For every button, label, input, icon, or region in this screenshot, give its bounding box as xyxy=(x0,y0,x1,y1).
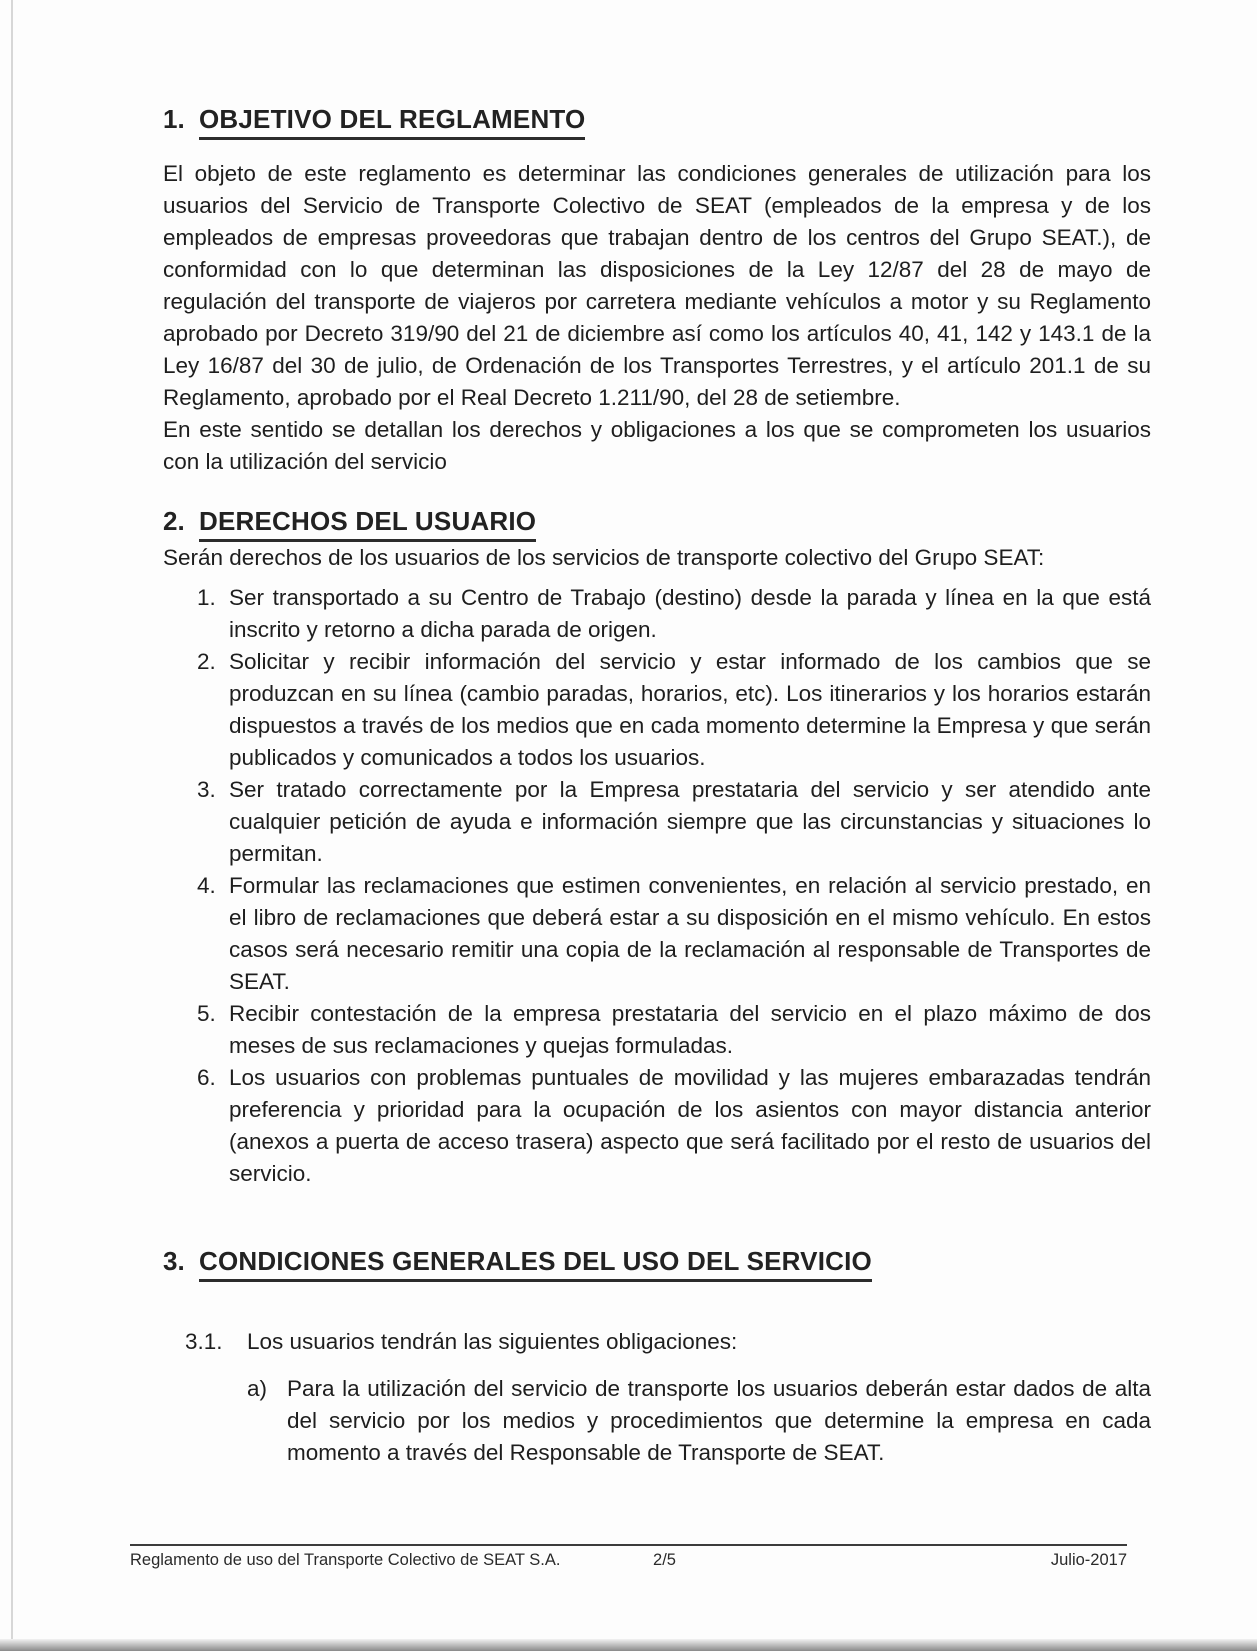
section-2-heading xyxy=(163,504,1151,542)
list-item-text: Ser transportado a su Centro de Trabajo (destino) desde la parada y línea en la que está inscrito y retorno a dicha parada de origen. xyxy=(229,585,1151,642)
subsection-3-1-item-a xyxy=(247,1373,1151,1469)
list-item xyxy=(197,870,1151,998)
section-2-number: 2. xyxy=(163,506,185,536)
subsection-3-1 xyxy=(185,1326,1151,1358)
rights-list xyxy=(197,582,1151,1190)
list-item-text: Formular las reclamaciones que estimen convenientes, en relación al servicio prestado, en el libro de reclamaciones que deberá estar a su disposición en el mismo vehículo. En estos casos será necesario remitir una copia de la reclamación al responsable de Transportes de SEAT. xyxy=(229,873,1151,994)
document-content xyxy=(163,102,1151,1469)
section-1-paragraph-1: El objeto de este reglamento es determinar las condiciones generales de utilización para los usuarios del Servicio de Transporte Colectivo de SEAT (empleados de la empresa y de los empleados de empresas proveedoras que trabajan dentro de los centros del Grupo SEAT.), de conformidad con lo que determinan las disposiciones de la Ley 12/87 del 28 de mayo de regulación del transporte de viajeros por carretera mediante vehículos a motor y su Reglamento aprobado por Decreto 319/90 del 21 de diciembre así como los artículos 40, 41, 142 y 143.1 de la Ley 16/87 del 30 de julio, de Ordenación de los Transportes Terrestres, y el artículo 201.1 de su Reglamento, aprobado por el Real Decreto 1.211/90, del 28 de setiembre. xyxy=(163,161,1151,410)
section-1-heading xyxy=(163,102,1151,140)
list-item-marker: 1. xyxy=(197,585,216,610)
item-a-marker: a) xyxy=(247,1376,268,1401)
subsection-3-1-number: 3.1. xyxy=(185,1329,223,1354)
list-item xyxy=(197,582,1151,646)
list-item-marker: 4. xyxy=(197,873,216,898)
footer-document-title: Reglamento de uso del Transporte Colectivo de SEAT S.A. xyxy=(130,1551,561,1569)
list-item xyxy=(197,646,1151,774)
list-item-text: Recibir contestación de la empresa prestataria del servicio en el plazo máximo de dos meses de sus reclamaciones y quejas formuladas. xyxy=(229,1001,1151,1058)
section-1-number: 1. xyxy=(163,104,185,134)
section-2-title: DERECHOS DEL USUARIO xyxy=(199,504,536,542)
subsection-3-1-text: Los usuarios tendrán las siguientes obligaciones: xyxy=(247,1329,738,1354)
list-item-marker: 6. xyxy=(197,1065,216,1090)
page-footer xyxy=(130,1544,1127,1570)
section-3-number: 3. xyxy=(163,1246,185,1276)
page-number: 2/5 xyxy=(653,1551,676,1569)
section-3-heading xyxy=(163,1244,1151,1282)
item-a-text: Para la utilización del servicio de transporte los usuarios deberán estar dados de alta del servicio por los medios y procedimientos que determine la empresa en cada momento a través del Responsable de Transporte de SEAT. xyxy=(287,1376,1151,1465)
list-item-text: Ser tratado correctamente por la Empresa prestataria del servicio y ser atendido ante cualquier petición de ayuda e información siempre que las circunstancias y situaciones lo permitan. xyxy=(229,777,1151,866)
section-1-paragraph-2: En este sentido se detallan los derechos y obligaciones a los que se comprometen los usuarios con la utilización del servicio xyxy=(163,417,1151,474)
list-item xyxy=(197,1062,1151,1190)
scan-left-edge-line xyxy=(11,0,13,1642)
list-item-marker: 2. xyxy=(197,649,216,674)
list-item-text: Solicitar y recibir información del servicio y estar informado de los cambios que se produzcan en su línea (cambio paradas, horarios, etc). Los itinerarios y los horarios estarán dispuestos a través de los medios que en cada momento determine la Empresa y que serán publicados y comunicados a todos los usuarios. xyxy=(229,649,1151,770)
footer-date: Julio-2017 xyxy=(1050,1551,1127,1569)
list-item xyxy=(197,774,1151,870)
section-2-intro: Serán derechos de los usuarios de los servicios de transporte colectivo del Grupo SEAT: xyxy=(163,545,1045,570)
list-item xyxy=(197,998,1151,1062)
scan-bottom-edge-bar xyxy=(0,1639,1257,1651)
section-3-title: CONDICIONES GENERALES DEL USO DEL SERVICIO xyxy=(199,1244,872,1282)
section-1-title: OBJETIVO DEL REGLAMENTO xyxy=(199,102,585,140)
list-item-marker: 3. xyxy=(197,777,216,802)
list-item-text: Los usuarios con problemas puntuales de movilidad y las mujeres embarazadas tendrán preferencia y prioridad para la ocupación de los asientos con mayor distancia anterior (anexos a puerta de acceso trasera) aspecto que será facilitado por el resto de usuarios del servicio. xyxy=(229,1065,1151,1186)
list-item-marker: 5. xyxy=(197,1001,216,1026)
